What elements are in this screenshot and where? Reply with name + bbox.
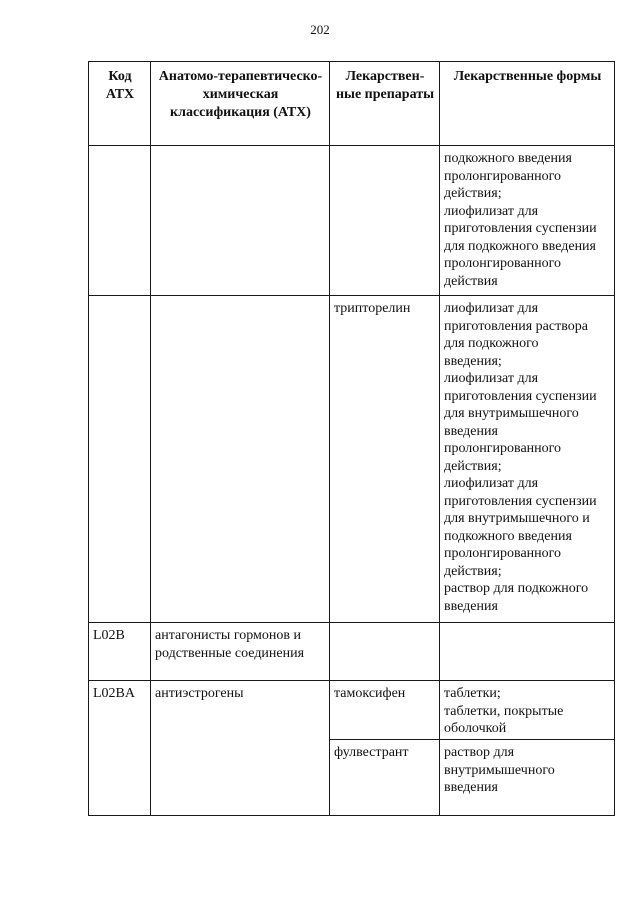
atx-classification-cell: антагонисты гормонов и родственные соединения (151, 623, 330, 681)
dosage-form-line: подкожного введения (444, 528, 572, 544)
dosage-form-line: оболочкой (444, 721, 507, 736)
dosage-form-line: пролонгированного (444, 441, 562, 456)
dosage-forms-cell (440, 681, 615, 740)
drug-cell: фулвестрант (330, 740, 440, 816)
drug-cell (330, 623, 440, 681)
dosage-forms-cell (440, 296, 615, 623)
dosage-forms-cell (440, 740, 615, 816)
dosage-form-line: таблетки; (444, 686, 501, 701)
dosage-form-line: для подкожного (444, 336, 539, 351)
dosage-form-line: лиофилизат для (444, 476, 539, 491)
table-header-row (89, 62, 615, 146)
drug-cell: трипторелин (330, 296, 440, 623)
dosage-form-line: действия; (444, 563, 502, 579)
atx-code-cell: L02B (89, 623, 151, 681)
atx-classification-cell (151, 296, 330, 623)
header-drugs: Лекарствен-ные препараты (330, 62, 440, 146)
drug-cell (330, 146, 440, 296)
table-row (89, 623, 615, 681)
dosage-form-line: раствор для (444, 745, 515, 760)
dosage-form-line: действия (444, 273, 498, 289)
dosage-form-line: подкожного введения (444, 151, 572, 166)
dosage-form-line: раствор для подкожного (444, 581, 589, 596)
table-row (89, 146, 615, 296)
dosage-form-line: для подкожного введения (444, 238, 596, 254)
dosage-form-line: введения (444, 598, 498, 614)
atx-code-cell (89, 296, 151, 623)
dosage-forms-cell (440, 146, 615, 296)
dosage-form-line: введения (444, 423, 498, 439)
dosage-form-line: таблетки, покрытые (444, 703, 564, 719)
atx-classification-table (88, 61, 615, 816)
drug-cell: тамоксифен (330, 681, 440, 740)
atx-classification-cell: антиэстрогены (151, 681, 330, 816)
dosage-form-line: введения; (444, 353, 502, 369)
atx-code-cell: L02BA (89, 681, 151, 816)
header-atx-code: Код АТХ (89, 62, 151, 146)
dosage-form-line: приготовления суспензии (444, 221, 597, 236)
dosage-form-line: приготовления суспензии (444, 493, 597, 509)
dosage-form-line: внутримышечного (444, 762, 555, 778)
header-dosage-forms: Лекарственные формы (440, 62, 615, 146)
dosage-forms-cell (440, 623, 615, 681)
atx-classification-cell (151, 146, 330, 296)
dosage-form-line: для внутримышечного и (444, 511, 590, 526)
page-number: 202 (310, 22, 330, 37)
dosage-form-line: лиофилизат для (444, 203, 539, 219)
dosage-form-line: лиофилизат для (444, 371, 539, 386)
dosage-form-line: пролонгированного (444, 168, 562, 184)
dosage-form-line: действия; (444, 458, 502, 474)
dosage-form-line: введения (444, 780, 498, 795)
dosage-form-line: пролонгированного (444, 546, 562, 561)
header-atx-classification: Анатомо-терапевтическо-химическая классификация (АТХ) (151, 62, 330, 146)
dosage-form-line: действия; (444, 186, 502, 201)
dosage-form-line: приготовления суспензии (444, 388, 597, 404)
table-row (89, 681, 615, 740)
table-row (89, 296, 615, 623)
atx-code-cell (89, 146, 151, 296)
dosage-form-line: для внутримышечного (444, 406, 579, 421)
dosage-form-line: приготовления раствора (444, 318, 588, 334)
dosage-form-line: пролонгированного (444, 256, 562, 271)
dosage-form-line: лиофилизат для (444, 301, 539, 316)
